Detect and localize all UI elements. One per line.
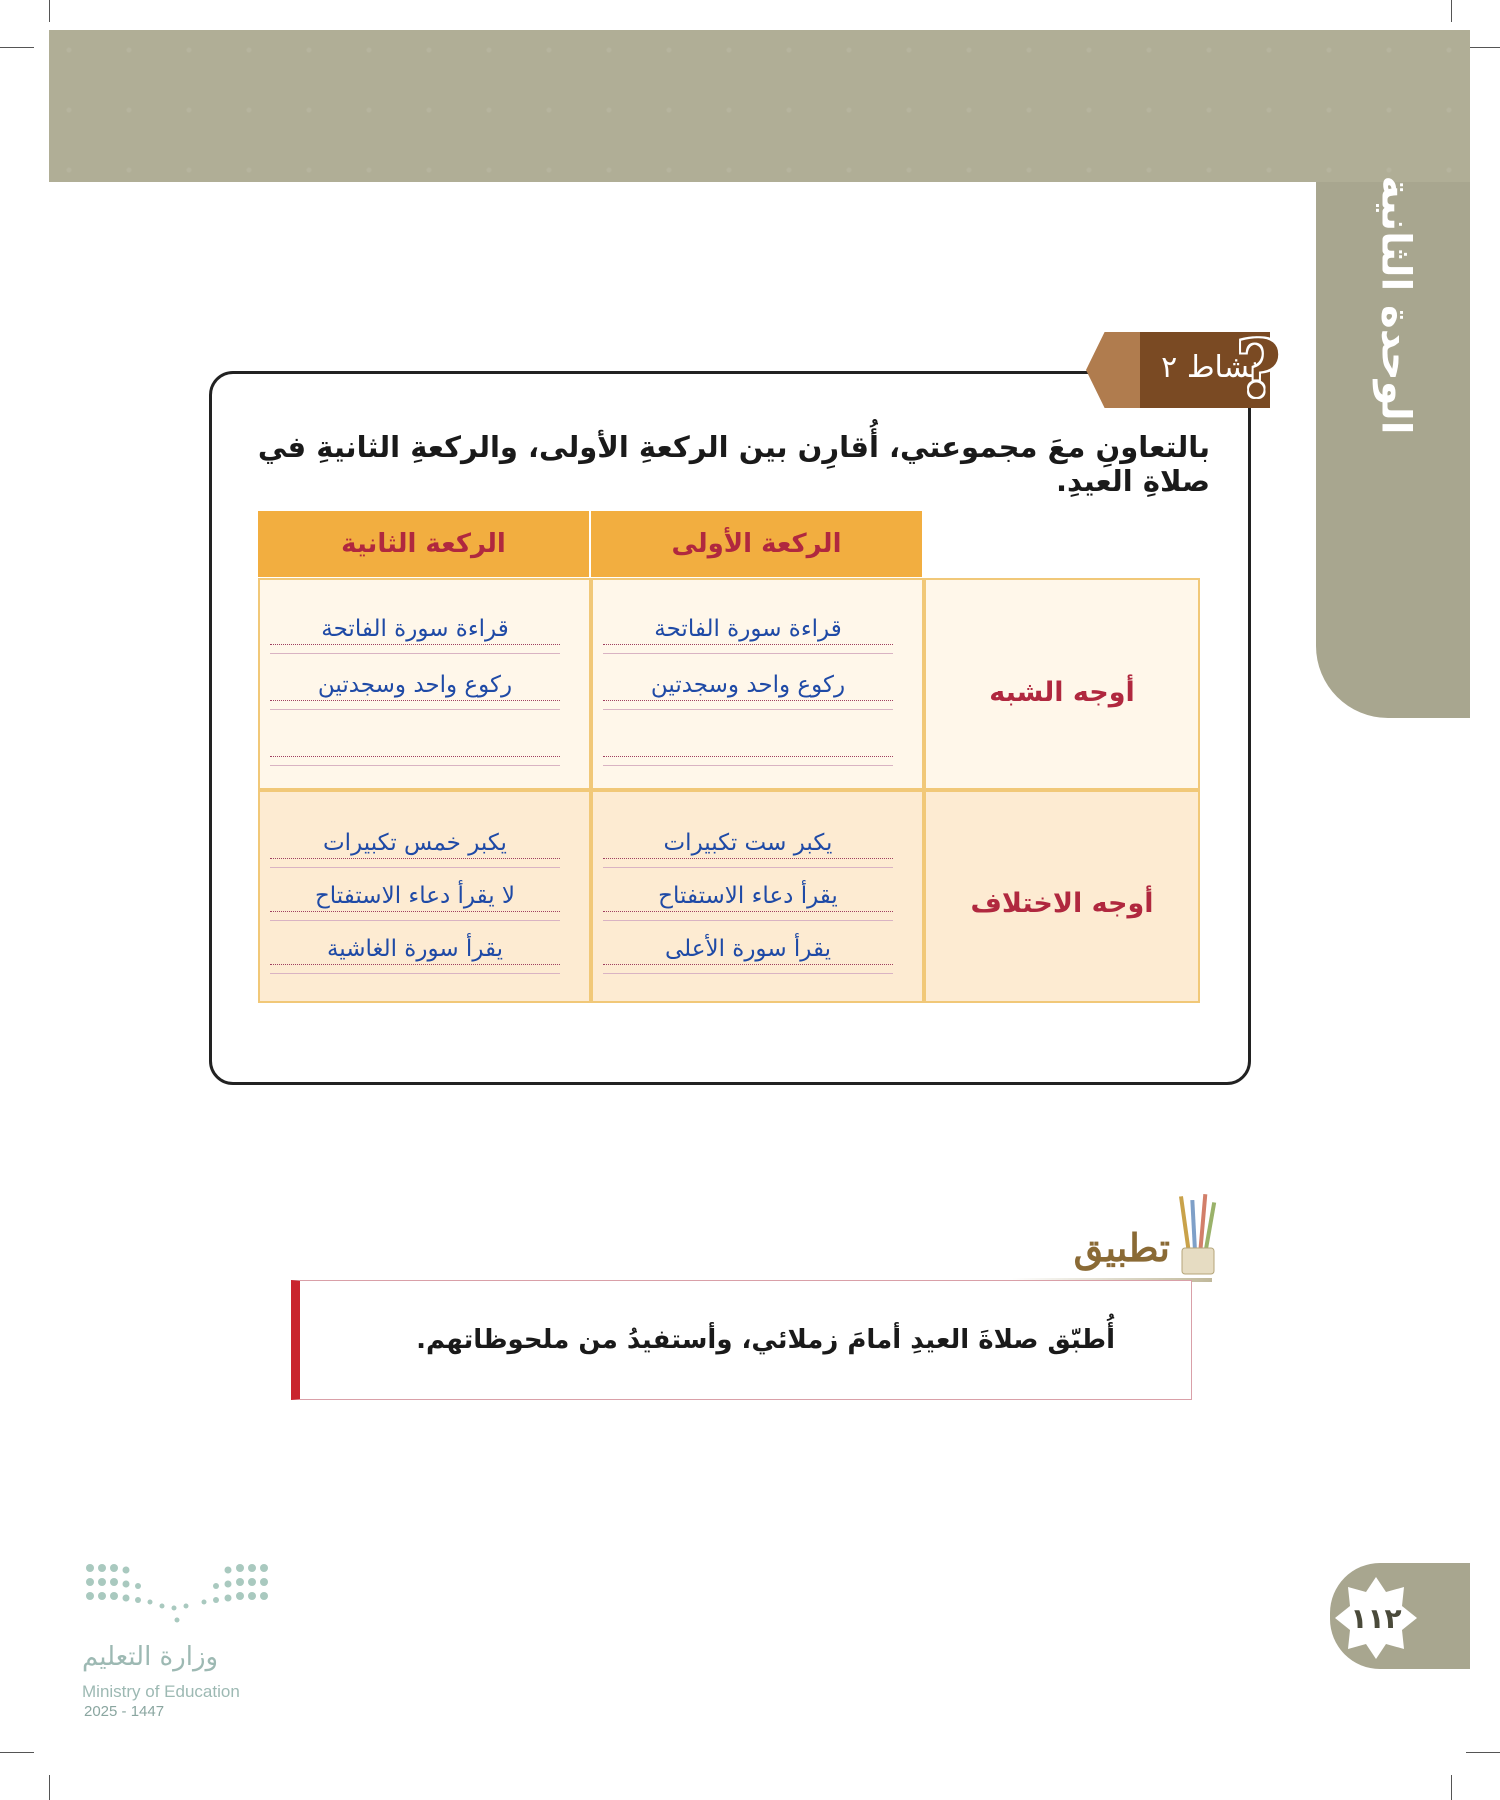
ministry-logo-icon (82, 1558, 272, 1628)
activity-tab-arrow (1086, 332, 1148, 408)
similarities-first-line-2: ركوع واحد وسجدتين (603, 671, 893, 701)
page-number: ١١٢ (1350, 1601, 1402, 1635)
crop-mark (0, 1752, 34, 1753)
similarities-first-line-1: قراءة سورة الفاتحة (603, 615, 893, 645)
header-second-rakah (258, 511, 589, 577)
header-band (49, 30, 1470, 182)
crop-mark (0, 47, 34, 48)
activity-tab (1086, 324, 1286, 415)
differences-first-line-2: يقرأ دعاء الاستفتاح (603, 882, 893, 912)
crop-mark (1451, 0, 1452, 22)
question-mark-icon: ? (1236, 324, 1282, 415)
differences-first-line-3: يقرأ سورة الأعلى (603, 935, 893, 965)
crop-mark (49, 1775, 50, 1800)
application-text: أُطبّق صلاةَ العيدِ أمامَ زملائي، وأستفيدُ من ملحوظاتهم. (416, 1325, 1115, 1355)
similarities-second-line-3 (270, 727, 560, 757)
differences-second-line-3: يقرأ سورة الغاشية (270, 935, 560, 965)
pencils-icon (1178, 1192, 1218, 1276)
header-second-rakah-label: الركعة الثانية (341, 529, 506, 559)
differences-first-line-1: يكبر ست تكبيرات (603, 829, 893, 859)
differences-label: أوجه الاختلاف (970, 888, 1154, 919)
similarities-second-line-1: قراءة سورة الفاتحة (270, 615, 560, 645)
activity-instruction: بالتعاونِ معَ مجموعتي، أُقارِن بين الركعةِ الأولى، والركعةِ الثانيةِ في صلاةِ العيدِ. (257, 430, 1210, 498)
header-first-rakah-label: الركعة الأولى (671, 529, 842, 559)
similarities-first-line-3 (603, 727, 893, 757)
crop-mark (1466, 1752, 1500, 1753)
crop-mark (49, 0, 50, 22)
crop-mark (1451, 1775, 1452, 1800)
differences-second-line-2: لا يقرأ دعاء الاستفتاح (270, 882, 560, 912)
ministry-name-english: Ministry of Education (82, 1682, 240, 1701)
application-title: تطبيق (1073, 1225, 1170, 1270)
similarities-second-line-2: ركوع واحد وسجدتين (270, 671, 560, 701)
similarities-label: أوجه الشبه (989, 677, 1135, 708)
ministry-year: 2025 - 1447 (84, 1703, 165, 1720)
crop-mark (1466, 47, 1500, 48)
unit-title: الوحدة الثانية (1372, 175, 1418, 435)
header-first-rakah (591, 511, 922, 577)
ministry-name-arabic: وزارة التعليم (82, 1642, 219, 1672)
differences-second-line-1: يكبر خمس تكبيرات (270, 829, 560, 859)
unit-title-container (1330, 170, 1460, 440)
activity-label: نشاط ٢ (1161, 350, 1259, 385)
